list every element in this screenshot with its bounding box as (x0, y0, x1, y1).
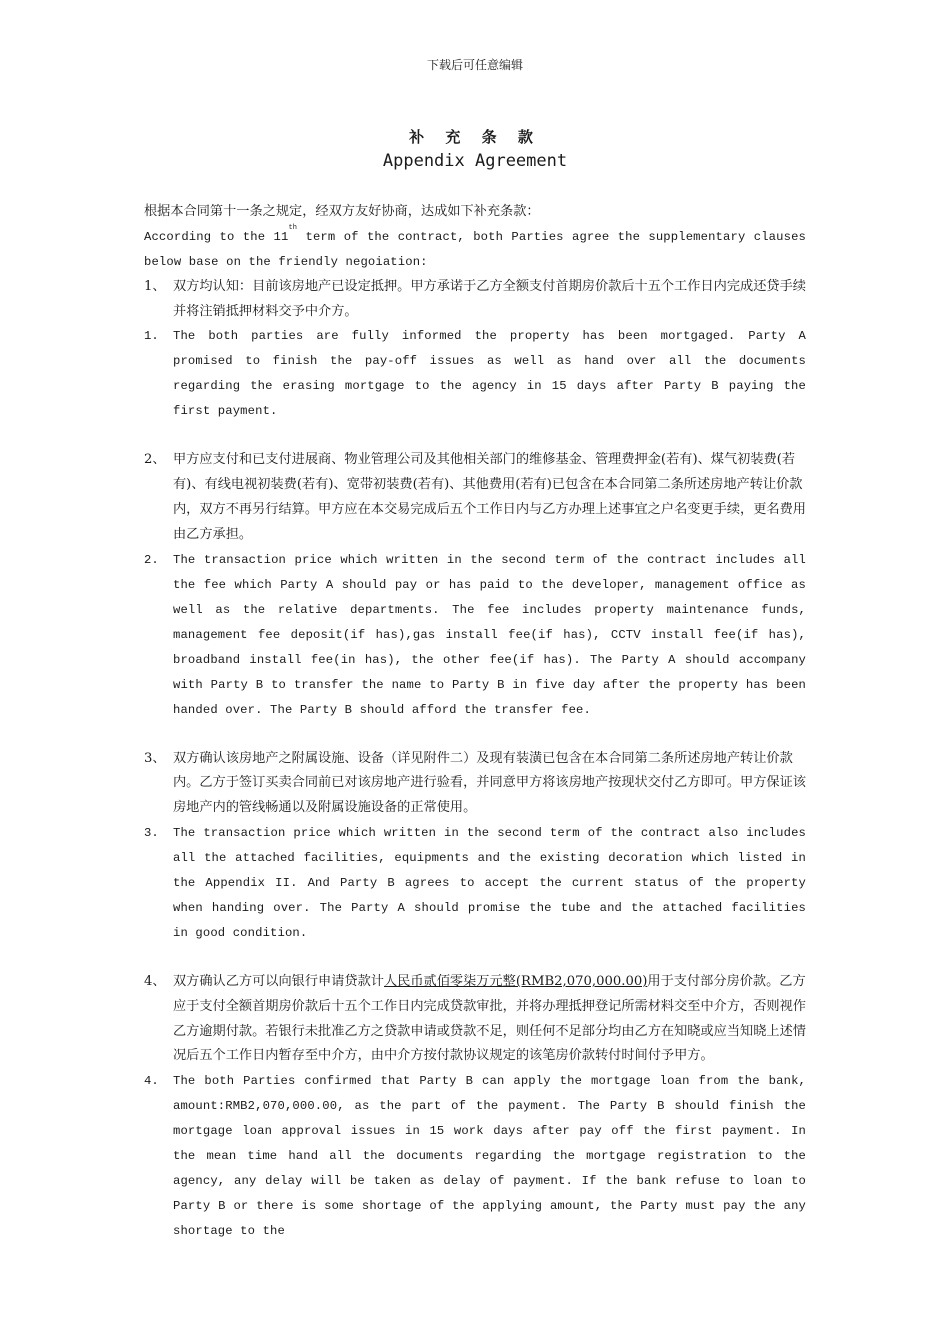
clause-3-chinese: 3、 双方确认该房地产之附属设施、设备（详见附件二）及现有装潢已包含在本合同第二条所述房地产转让价款内。乙方于签订买卖合同前已对该房地产进行验看，并同意甲方将该房地产按现状交付乙方即可。甲方保证该房地产内的管线畅通以及附属设施设备的正常使用。 (144, 747, 806, 821)
clause-3-english: 3. The transaction price which written in the second term of the contract also includes all the attached facilities, equipments and the existing decoration which listed in the Appendix II. And Party B agrees to accept the current status of the property when handing over. The Party A should promise the tube and the attached facilities in good condition. (144, 821, 806, 946)
clause-number: 1. (144, 329, 159, 344)
clause-2-english: 2. The transaction price which written in the second term of the contract includes all the fee which Party A should pay or has paid to the developer, management office as well as the relative departments. The fee includes property maintenance funds, management fee deposit(if has),gas install fee(if has), CCTV install fee(if has), broadband install fee(in has), the other fee(if has). The Party A should accompany with Party B to transfer the name to Party B in five day after the property has been handed over. The Party B should afford the transfer fee. (144, 548, 806, 723)
clause-4-english: 4. The both Parties confirmed that Party B can apply the mortgage loan from the bank, amount:RMB2,070,000.00, as the part of the payment. The Party B should finish the mortgage loan approval issues in 15 work days after pay off the first payment. In the mean time hand all the documents regarding the mortgage registration to the agency, any delay will be taken as delay of payment. If the bank refuse to loan to Party B or there is some shortage of the applying amount, the Party must pay the any shortage to the (144, 1069, 806, 1244)
title-chinese: 补 充 条 款 (409, 128, 541, 146)
page-header: 下载后可任意编辑 (426, 58, 523, 72)
clause-1-chinese: 1、 双方均认知：目前该房地产已设定抵押。甲方承诺于乙方全额支付首期房价款后十五个工作日内完成还贷手续并将注销抵押材料交予中介方。 (144, 275, 806, 325)
clause-number: 4. (144, 1074, 159, 1089)
clause-number: 2. (144, 552, 159, 567)
clause-4-chinese: 4、 双方确认乙方可以向银行申请贷款计人民币贰佰零柒万元整(RMB2,070,000.00)用于支付部分房价款。乙方应于支付全额首期房价款后十五个工作日内完成贷款审批，并将办理抵押登记所需材料交至中介方，否则视作乙方逾期付款。若银行未批准乙方之贷款申请或贷款不足，则任何不足部分均由乙方在知晓或应当知晓上述情况后五个工作日内暂存至中介方，由中介方按付款协议规定的该笔房价款转付时间付予甲方。 (144, 970, 806, 1069)
clause-number: 3. (144, 825, 159, 840)
loan-amount-underlined: 人民币贰佰零柒万元整(RMB2,070,000.00) (384, 973, 648, 989)
intro-english: According to the 11th term of the contract, both Parties agree the supplementary clauses below base on the friendly negoiation: (144, 223, 806, 269)
title-english: Appendix Agreement (382, 151, 568, 171)
intro-chinese: 根据本合同第十一条之规定，经双方友好协商，达成如下补充条款： (144, 204, 540, 219)
clause-2-chinese: 2、 甲方应支付和已支付进展商、物业管理公司及其他相关部门的维修基金、管理费押金(若有)、煤气初装费(若有)、有线电视初装费(若有)、宽带初装费(若有)、其他费用(若有)已包含在本合同第二条所述房地产转让价款内，双方不再另行结算。甲方应在本交易完成后五个工作日内与乙方办理上述事宜之户名变更手续，更名费用由乙方承担。 (144, 448, 806, 547)
clause-number: 4、 (144, 973, 166, 989)
clause-1-english: 1. The both parties are fully informed the property has been mortgaged. Party A promised to finish the pay-off issues as well as hand over all the documents regarding the erasing mortgage to the agency in 15 days after Party B paying the first payment. (144, 324, 806, 424)
clause-number: 1、 (144, 278, 166, 294)
agreement-body (144, 200, 806, 1244)
clause-number: 3、 (144, 750, 166, 766)
clause-number: 2、 (144, 452, 166, 468)
